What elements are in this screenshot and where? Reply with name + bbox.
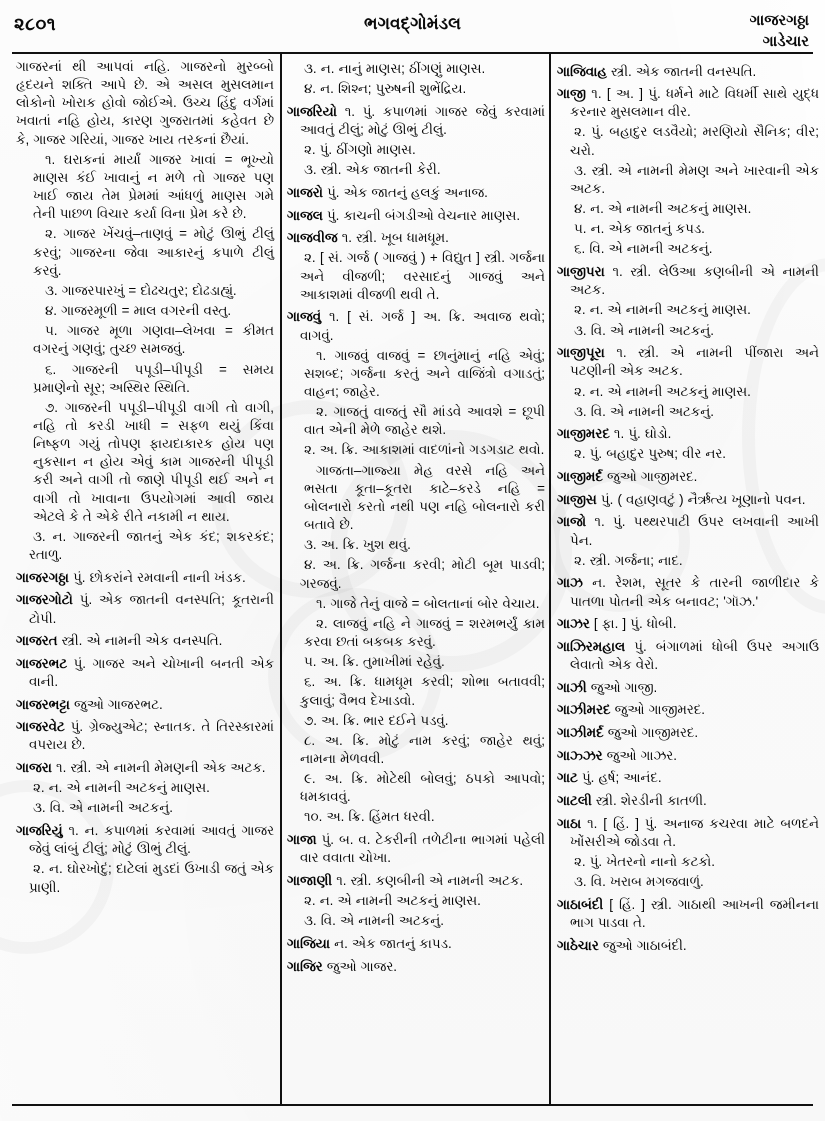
entry-sense (557, 383, 819, 401)
entry-sense (557, 301, 819, 319)
entry-headword: ગાઝિરમહાલ (557, 638, 626, 654)
entry-text: ૨. પું. બહાદુર પુરુષ; વીર નર. (574, 446, 726, 462)
entry-text: ૫. ન. એક જાતનું કપડ. (574, 221, 705, 237)
dictionary-entry (557, 937, 819, 955)
entry-headword: ગાજરો (287, 184, 323, 200)
entry-headword: ગાજરભટ (16, 655, 68, 671)
entry-text: ૧. સ્ત્રી. કણબીની એ નામની અટક. (332, 872, 524, 888)
entry-headword: ગાજરગઠ્ઠા (16, 569, 69, 585)
bottom-rule (12, 1104, 813, 1106)
entry-text: ૨. ન. એ નામની અટકનું માણસ. (33, 780, 210, 796)
entry-text: ૧. સ્ત્રી. એ નામની મેમણની એક અટક. (51, 760, 266, 776)
entry-idiom (287, 615, 545, 651)
entry-idiom (287, 347, 545, 401)
entry-text: ૨. સ્ત્રી. ગર્જના; નાદ. (574, 552, 683, 568)
entry-text: ૭. ગાજરની પપૂડી–પીપૂડી વાગી તો વાગી, નહિ તો કરડી ખાધી = સફળ થયું કિંવા નિષ્ફળ ગયું તોપણ ફાયદાકારક હોય પણ નુકસાન ન હોય એવું કામ ગાજરની પીપૂડી કરી અને વાગી તો જાણે પીપૂડી થઈ અને ન વાગી તો ખાવાના ઉપયોગમાં આવી જાય એટલે કે તે એકે રીતે નકામી ન થાય. (33, 399, 274, 524)
entry-text: જુઓ ગાજીમરદ. (610, 702, 705, 718)
entry-text: ૨. ન. ઘોરખોદું; દાટેલાં મુડદાં ઉખાડી જતું એક પ્રાણી. (29, 861, 274, 895)
entry-idiom (287, 462, 545, 535)
entry-headword: ગાજીમર્દ (557, 469, 603, 485)
entry-headword: ગાઠાબંદી (557, 896, 604, 912)
entry-text: ૩. અ. ક્રિ. ખુશ થવું. (304, 537, 411, 553)
guide-word-first: ગાજરગઠ્ઠા (749, 12, 809, 29)
entry-text: ૧. પું. પથ્થરપાટી ઉપર લખવાની આખી પેન. (570, 514, 819, 548)
entry-text: ૨. લાજવું નહિ ને ગાજવું = શરમભર્યું કામ કરવા છતાં બકબક કરવું. (304, 615, 545, 650)
entry-text: ૨. પું. ખેતરનો નાનો કટકો. (574, 853, 715, 869)
dictionary-entry (557, 638, 819, 674)
entry-headword: ગાઝર (557, 616, 590, 632)
dictionary-columns (12, 58, 819, 1102)
entry-text: ૩. ન. નાનું માણસ; ઠીંગણું માણસ. (304, 61, 486, 76)
dictionary-entry (16, 696, 274, 714)
entry-text: ૧. પું. ઘોડો. (609, 426, 672, 442)
entry-text: ૧. [ હિં. ] પું. અનાજ કચરવા માટે બળદને ખોંસરીએ જોડવા તે. (570, 815, 819, 849)
entry-text: ૨. અ. ક્રિ. આકાશમાં વાદળાંનો ગડગડાટ થવો. (304, 442, 545, 458)
entry-headword: ગાજરગોટો (16, 592, 73, 608)
dictionary-entry (287, 935, 545, 953)
entry-sense (287, 536, 545, 554)
entry-text: ૧. સ્ત્રી. લેઉઆ કણબીની એ નામની અટક. (570, 264, 819, 298)
entry-text: ૨. ન. એ નામની અટકનું માણસ. (304, 893, 481, 909)
column-3 (557, 58, 819, 1102)
entry-text: પું. ( વહાણવટું ) નૈર્ઋત્ય ખૂણાનો પવન. (596, 491, 806, 507)
entry-sense (287, 441, 545, 459)
entry-text: ૨. ન. એ નામની અટકનું માણસ. (574, 383, 751, 399)
entry-idiom (287, 403, 545, 439)
dictionary-entry (16, 569, 274, 587)
entry-idiom (16, 399, 274, 526)
dictionary-entry (16, 822, 274, 858)
column-2 (287, 58, 545, 1102)
entry-sense (287, 912, 545, 930)
dictionary-entry (557, 425, 819, 443)
dictionary-entry (287, 308, 545, 344)
dictionary-entry (557, 815, 819, 851)
entry-headword: ગાજો (557, 514, 587, 530)
entry-sense (557, 123, 819, 159)
entry-text: ૬. અ. ક્રિ. ધામધૂમ કરવી; શોભા બતાવવી; કુલાવું; વૈભવ દેખાડવો. (300, 674, 545, 708)
guide-word-last: ગાડેચાર (762, 33, 809, 51)
entry-text: ૭. અ. ક્રિ. ભાર દઈને પડવું. (304, 712, 449, 728)
dictionary-entry (16, 759, 274, 777)
entry-headword: ગાજીમરદ (557, 426, 610, 442)
entry-text: ન. એક જાતનું કાપડ. (330, 935, 452, 951)
dictionary-entry (557, 701, 819, 719)
entry-sense (16, 528, 274, 564)
entry-text: [ ફા. ] પું. ધોબી. (589, 616, 677, 632)
dictionary-entry (557, 513, 819, 549)
entry-idiom (16, 282, 274, 300)
entry-text: ૩. વિ. એ નામની અટકનું. (33, 800, 173, 816)
dictionary-entry (557, 63, 819, 81)
entry-text: પું. એક જાતની વનસ્પતિ; કૂતરાની ટોપી. (29, 592, 274, 626)
entry-text: ૧. સ્ત્રી. એ નામની પીંજારા અને પટણીની એક અટક. (570, 345, 819, 379)
entry-idiom (16, 151, 274, 224)
entry-text: ૨. પું. ઠીંગણો માણસ. (304, 142, 416, 158)
entry-text: ૪. અ. ક્રિ. ગર્જના કરવી; મોટી બૂમ પાડવી; ગરજવું. (300, 557, 545, 591)
entry-headword: ગાઠેચાર (557, 937, 599, 953)
entry-text: પું. છોકરાંને રમવાની નાની ખંડક. (68, 569, 246, 585)
entry-headword: ગાજાણી (287, 872, 333, 888)
entry-text: ૪. ન. શિશ્ન; પુરુષની શુભેંદ્રિય. (304, 81, 467, 97)
entry-headword: ગાજિયા (287, 935, 330, 951)
entry-sense (287, 141, 545, 159)
entry-text: ૧. સ્ત્રી. ખૂબ ધામધૂમ. (337, 230, 449, 246)
entry-headword: ગાટલી (557, 792, 592, 808)
entry-sense (287, 249, 545, 303)
entry-text: ૮. અ. ક્રિ. મોટું નામ કરવું; જાહેર થવું; નામના મેળવવી. (300, 732, 545, 766)
entry-headword: ગાજલ (287, 207, 323, 223)
dictionary-entry (287, 229, 545, 247)
entry-headword: ગાઝ્ઝર (557, 747, 603, 763)
entry-headword: ગાજરિયો (287, 103, 337, 119)
entry-text: સ્ત્રી. એ નામની એક વનસ્પતિ. (57, 633, 223, 649)
entry-headword: ગાજરિયું (16, 823, 63, 839)
entry-headword: ગાજવું (287, 309, 322, 325)
entry-sense (287, 653, 545, 671)
entry-sense (557, 445, 819, 463)
entry-sense (287, 80, 545, 98)
entry-text: પું. બંગાળમાં ધોબી ઉપર અગાઉ લેવાતો એક વેરો. (570, 638, 819, 673)
entry-sense (557, 220, 819, 238)
entry-idiom (16, 225, 274, 279)
entry-headword: ગાજરત (16, 633, 58, 649)
entry-headword: ગાજરવેટ (16, 719, 65, 735)
entry-continuation (16, 58, 274, 149)
entry-headword: ગાજીસ (557, 491, 597, 507)
entry-text: ૪. ગાજરમૂળી = માલ વગરની વસ્તુ. (45, 303, 232, 319)
entry-text: ૧. ગાજે તેનું વાજે = બોલતાનાં બોર વેચાય. (316, 595, 540, 611)
dictionary-entry (287, 207, 545, 225)
entry-sense (287, 892, 545, 910)
dictionary-entry (287, 958, 545, 976)
entry-text: પું. કાચની બંગડીઓ વેચનાર માણસ. (322, 207, 521, 223)
entry-text: [ હિં. ] સ્ત્રી. ગાઠાથી આખની જમીનના ભાગ પાડવા તે. (570, 896, 819, 930)
entry-sense (557, 552, 819, 570)
entry-text: ૨. ગાજર ખેંચવું–તાણવું = મોટું ઊભું ટીલું કરવું; ગાજરના જેવા આકારનું કપાળે ટીલું કરવું. (33, 226, 274, 278)
entry-headword: ગાઝીમરદ (557, 702, 611, 718)
entry-headword: ગાઠા (557, 815, 582, 831)
entry-headword: ગાજીપૂરા (557, 345, 605, 361)
entry-headword: ગાજવીજ (287, 230, 338, 246)
entry-text: ૨. પું. બહાદુર લડવૈયો; મરણિયો સૈનિક; વીર; ચરો. (570, 124, 819, 158)
page-header (0, 0, 825, 56)
dictionary-entry (557, 615, 819, 633)
entry-text: ગાજરનાં થી આપવાં નહિ. ગાજરનો મુરબ્બો હૃદયને શક્તિ આપે છે. એ અસલ મુસલમાન લોકોનો ખોરાક હોવો જોઈએ. ઉચ્ચ હિંદુ વર્ગમાં ખવાતાં નહિ હોય, કારણ ગુજરાતમાં કહેવત છે કે, ગાજર ગરિયાં, ગાજર ખાય તરકનાં છૈયાં. (16, 59, 274, 147)
dictionary-entry (557, 263, 819, 299)
entry-text: જુઓ ગાજી. (586, 679, 658, 695)
entry-text: જુઓ ગાઝર. (602, 747, 677, 763)
entry-text: ૬. ગાજરની પપૂડી–પીપૂડી = સમય પ્રમાણેનો સૂર; અસ્થિર સ્થિતિ. (33, 361, 274, 395)
dictionary-entry (557, 679, 819, 697)
entry-text: જુઓ ગાજીમરદ. (603, 725, 699, 740)
entry-text: ૩. ન. ગાજરની જાતનું એક કંદ; શકરકંદ; રતાળુ. (29, 528, 274, 563)
dictionary-entry (557, 747, 819, 765)
entry-headword: ગાઝ (557, 575, 583, 591)
entry-sense (287, 556, 545, 592)
entry-idiom (287, 595, 545, 613)
dictionary-entry (557, 468, 819, 486)
entry-headword: ગાઝીમર્દ (557, 725, 604, 740)
entry-text: જુઓ ગાઠાબંદી. (598, 937, 687, 953)
dictionary-entry (557, 896, 819, 932)
entry-sense (287, 60, 545, 78)
entry-text: ૩. સ્ત્રી. એ નામની મેમણ અને ખારવાની એક અટક. (570, 162, 819, 196)
dictionary-entry (287, 872, 545, 890)
entry-text: ૧. ઘરાકનાં માર્યાં ગાજર ખાવાં = ભૂખ્યો માણસ કંઈ ખાવાનું ન મળે તો ગાજર પણ ખાઈ જાય તેમ પ્રેમમાં આંધળું માણસ ગમે તેની પાછળ વિચાર કર્યા વિના પ્રેમ કરે છે. (33, 151, 274, 222)
entry-text: ગાજતા–ગાજ્યા મેહ વરસે નહિ અને ભસતા કૂતા–કૂતરા કાટે–કરડે નહિ = બોલનારો કરતો નથી પણ નહિ બોલનારો કરી બતાવે છે. (304, 462, 545, 533)
entry-text: ૩. વિ. ખરાબ મગજવાળું. (574, 874, 704, 890)
entry-sense (557, 322, 819, 340)
dictionary-entry (557, 769, 819, 787)
entry-headword: ગાજિવાહ (557, 63, 607, 79)
entry-idiom (16, 361, 274, 397)
entry-text: ૬. વિ. એ નામની અટકનું. (574, 241, 713, 257)
dictionary-entry (557, 85, 819, 121)
entry-text: ૨. ગાજતું વાજતું સૌ માંડવે આવશે = છૂપી વાત એની મેળે જાહેર થશે. (304, 404, 545, 438)
entry-sense (16, 860, 274, 896)
entry-text: ૧. [ અ. ] પું. ધર્મને માટે વિધર્મી સાથે યુદ્ધ કરનાર મુસલમાન વીર. (570, 86, 819, 120)
entry-text: ન. રેશમ, સૂતર કે તારની જાળીદાર કે પાતળા પોતની એક બનાવટ; 'ગૉઝ.' (570, 575, 819, 609)
entry-text: ૪. ન. એ નામની અટકનું માણસ. (574, 201, 752, 217)
book-title: ભગવદ્ગોમંડલ (364, 14, 461, 33)
entry-headword: ગાજી (557, 86, 586, 102)
entry-text: ૧. ન. કપાળમાં કરવામાં આવતું ગાજર જેવું લાંબું ટીલું; મોટું ઊભું ટીલું. (29, 823, 274, 857)
entry-text: ૧. ગાજવું વાજવું = છાનુંમાનું નહિ એવું; સશબ્દ; ગર્જના કરતું અને વાજિંત્રો વગાડતું; વાહન; જાહેર. (304, 347, 545, 399)
dictionary-entry (557, 344, 819, 380)
entry-sense (557, 853, 819, 871)
dictionary-entry (287, 184, 545, 202)
entry-text: ૧. [ સં. ગર્જ ] અ. ક્રિ. અવાજ થવો; વાગવું. (300, 309, 545, 343)
entry-sense (287, 808, 545, 826)
entry-idiom (16, 322, 274, 358)
entry-headword: ગાજરભટ્ટા (16, 696, 70, 712)
entry-text: પું. બ. વ. ટેકરીની તળેટીના ભાગમાં પહેલી વાર વવાતા ચોખા. (300, 832, 545, 866)
entry-sense (287, 732, 545, 768)
entry-text: સ્ત્રી. શેરડીની કાતળી. (591, 792, 707, 808)
dictionary-entry (287, 103, 545, 139)
dictionary-entry (287, 831, 545, 867)
entry-sense (557, 162, 819, 198)
entry-sense (287, 161, 545, 179)
dictionary-entry (557, 724, 819, 742)
entry-headword: ગાજરા (16, 760, 52, 776)
dictionary-entry (16, 632, 274, 650)
entry-text: જુઓ ગાજર. (322, 958, 397, 974)
entry-headword: ગાટ (557, 770, 578, 786)
column-1 (16, 58, 274, 1102)
dictionary-entry (557, 574, 819, 610)
entry-text: પું. એક જાતનું હલકું અનાજ. (323, 184, 488, 200)
dictionary-entry (557, 491, 819, 509)
dictionary-entry (16, 718, 274, 754)
entry-headword: ગાજિર (287, 958, 323, 974)
entry-sense (557, 200, 819, 218)
dictionary-entry (16, 655, 274, 691)
entry-headword: ગાજા (287, 832, 317, 848)
entry-sense (16, 799, 274, 817)
entry-text: ૩. વિ. એ નામની અટકનું. (574, 403, 714, 419)
entry-text: સ્ત્રી. એક જાતની વનસ્પતિ. (606, 63, 757, 79)
entry-text: ૫. ગાજર મૂળા ગણવા–લેખવા = કીમત વગરનું ગણવું; તુચ્છ સમજવું. (33, 323, 274, 357)
entry-sense (557, 240, 819, 258)
entry-text: જુઓ ગાજરભટ. (69, 696, 163, 712)
entry-text: જુઓ ગાજીમરદ. (602, 469, 698, 485)
entry-text: ૩. સ્ત્રી. એક જાતની કેરી. (304, 162, 441, 178)
entry-sense (16, 779, 274, 797)
dictionary-entry (16, 591, 274, 627)
entry-idiom (16, 302, 274, 320)
entry-sense (557, 403, 819, 421)
entry-sense (287, 712, 545, 730)
entry-text: ૨. [ સં. ગર્જ ( ગાજવું ) + વિદ્યુત ] સ્ત્રી. ગર્જના અને વીજળી; વરસાદનું ગાજવું અને આકાશમાં વીજળી થવી તે. (300, 250, 545, 302)
entry-text: ૩. ગાજરપારખું = દોઢચતુર; દોઢડાહ્યું. (45, 282, 237, 298)
entry-sense (287, 770, 545, 806)
top-rule (12, 52, 813, 54)
entry-sense (557, 873, 819, 891)
entry-text: પું. ગ્રેજ્યુએટ; સ્નાતક. તે તિરસ્કારમાં વપરાય છે. (29, 719, 274, 753)
entry-text: ૧૦. અ. ક્રિ. હિંમત ધરવી. (304, 809, 435, 825)
entry-text: ૩. વિ. એ નામની અટકનું. (304, 913, 444, 929)
entry-headword: ગાઝી (557, 679, 587, 695)
entry-text: ૧. પું. કપાળમાં ગાજર જેવું કરવામાં આવતું ટીલું; મોટું ઊભું ટીલું. (300, 103, 545, 137)
entry-sense (287, 673, 545, 709)
entry-text: પું. ગાજર અને ચોખાની બનતી એક વાની. (29, 655, 274, 689)
entry-text: ૫. અ. ક્રિ. તુમાખીમાં રહેવું. (304, 654, 445, 670)
entry-headword: ગાજીપરા (557, 264, 605, 280)
guide-words (750, 10, 809, 53)
entry-text: ૨. ન. એ નામની અટકનું માણસ. (574, 302, 751, 318)
dictionary-entry (557, 792, 819, 810)
entry-text: ૯. અ. ક્રિ. મોટેથી બોલવું; ઠપકો આપવો; ધમકાવવું. (300, 771, 545, 805)
entry-text: પું. હર્ષ; આનંદ. (577, 770, 662, 786)
page-number: ૨૮૦૧ (14, 14, 57, 34)
entry-text: ૩. વિ. એ નામની અટકનું. (574, 322, 714, 338)
